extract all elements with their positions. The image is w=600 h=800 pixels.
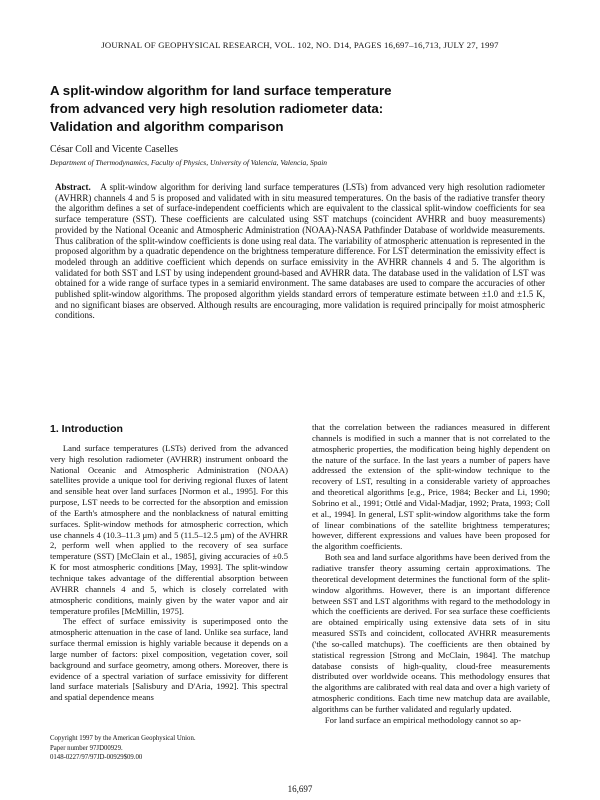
- body-paragraph: For land surface an empirical methodology cannot so ap-: [324, 714, 522, 725]
- title-block: [50, 82, 555, 167]
- copyright-footnote: [50, 734, 288, 763]
- title-line: Validation and algorithm comparison: [50, 119, 284, 134]
- section-heading: 1. Introduction: [50, 423, 123, 435]
- article-title: [50, 82, 555, 136]
- left-column: [50, 424, 288, 703]
- authors: César Coll and Vicente Caselles: [50, 144, 179, 155]
- affiliation: Department of Thermodynamics, Faculty of Physics, University of Valencia, Valencia, Spain: [50, 158, 328, 167]
- abstract-text: A split-window algorithm for deriving land surface temperatures (LSTs) from advanced very high resolution radiometer (AVHRR) channels 4 and 5 is proposed and validated with in situ measured temperatures. On the basis of the radiative transfer theory the algorithm defines a set of surface-independent coefficients which are equivalent to the classical split-window coefficients for sea surface temperature (SST). These coefficients are calculated using SST matchups (coincident AVHRR and buoy measurements) provided by the National Oceanic and Atmospheric Administration (NOAA)-NASA Pathfinder Database of worldwide measurements. Thus calibration of the split-window coefficients is done using real data. The variability of atmospheric attenuation is represented in the proposed algorithm by a quadratic dependence on the brightness temperature difference. For LST determination the emissivity effect is modeled through an additive coefficient which depends on surface emissivity in the AVHRR channels 4 and 5. The algorithm is validated for both SST and LST by using independent ground-based and AVHRR data. The database used in the validation of LST was obtained for a wide range of surface types in a semiarid environment. The same databases are used to compare the accuracies of other published split-window algorithms. The proposed algorithm yields standard errors of temperature estimate between ±1.0 and ±1.5 K, and no significant biases are observed. Although results are encouraging, more validation is required principally for moist atmospheric conditions.: [55, 182, 545, 321]
- body-paragraph: Land surface temperatures (LSTs) derived from the advanced very high resolution radiometer (AVHRR) instrument onboard the National Oceanic and Atmospheric Administration (NOAA) satellites provide a unique tool for deriving regional fluxes of latent and sensible heat over land surfaces [Normon et al., 1995]. For this purpose, LST needs to be corrected for the absorption and emission of the Earth's atmosphere and the nonblackness of natural emitting surfaces. Split-window methods for atmospheric correction, which use channels 4 (10.3–11.3 μm) and 5 (11.5–12.5 μm) of the AVHRR 2, perform well when applied to the recovery of sea surface temperature (SST) [McClain et al., 1985], giving accuracies of ±0.5 K for most atmospheric conditions [May, 1993]. The split-window technique takes advantage of the differential absorption between AVHRR channels 4 and 5, which is closely correlated with atmospheric conditions, mainly given by the water vapor and air temperature profiles [McMillin, 1975].: [50, 442, 288, 616]
- body-paragraph: Both sea and land surface algorithms have been derived from the radiative transfer theory assuming certain approximations. The theoretical development determines the functional form of the split-window algorithms. However, there is an important difference between SST and LST algorithms with regard to the methodology in which the coefficients are derived. For sea surface these coefficients are obtained empirically using extensive data sets of in situ measured SSTs and coincident, collocated AVHRR measurements ('the so-called matchups). The coefficients are then obtained by statistical regression [Strong and McClain, 1984]. The matchup database consists of high-quality, cloud-free measurements distributed over worldwide oceans. This methodology ensures that the algorithms are calibrated with real data and over a high variety of atmospheric conditions. Each time new matchup data are available, algorithms can be further validated and regularly updated.: [312, 552, 550, 714]
- abstract-label: Abstract.: [55, 182, 91, 192]
- footnote-line: Paper number 97JD00929.: [50, 744, 123, 752]
- footnote-line: Copyright 1997 by the American Geophysical Union.: [50, 735, 196, 742]
- abstract: [55, 182, 545, 321]
- right-column: [312, 422, 550, 726]
- page-number: 16,697: [287, 784, 313, 794]
- title-line: A split-window algorithm for land surface temperature: [50, 83, 392, 98]
- body-paragraph: that the correlation between the radiances measured in different channels is modified in such a manner that is not correlated to the atmospheric properties, the modification being highly dependent on the nature of the surface. In the last years a number of papers have addressed the extension of the split-window technique to the recovery of LST, resulting in a considerable variety of approaches and theoretical algorithms [e.g., Price, 1984; Becker and Li, 1990; Sobrino et al., 1991; Ottlé and Vidal-Madjar, 1992; Prata, 1993; Coll et al., 1994]. In general, LST split-window algorithms take the form of linear combinations of the satellite brightness temperatures; however, different expressions and values have been proposed for the algorithm coefficients.: [312, 422, 550, 552]
- journal-header: JOURNAL OF GEOPHYSICAL RESEARCH, VOL. 102, NO. D14, PAGES 16,697–16,713, JULY 27, 1997: [101, 40, 499, 50]
- title-line: from advanced very high resolution radiometer data:: [50, 101, 384, 116]
- footnote-line: 0148-0227/97/97JD-00929$09.00: [50, 754, 143, 762]
- body-paragraph: The effect of surface emissivity is superimposed onto the atmospheric attenuation in the case of land. Unlike sea surface, land surface thermal emission is highly variable because it depends on a large number of factors: pixel composition, vegetation cover, soil background and surface geometry, among others. Moreover, there is evidence of a spectral variation of surface emissivity for different land surface materials [Salisbury and D'Aria, 1992]. This spectral and spatial dependence means: [50, 616, 288, 703]
